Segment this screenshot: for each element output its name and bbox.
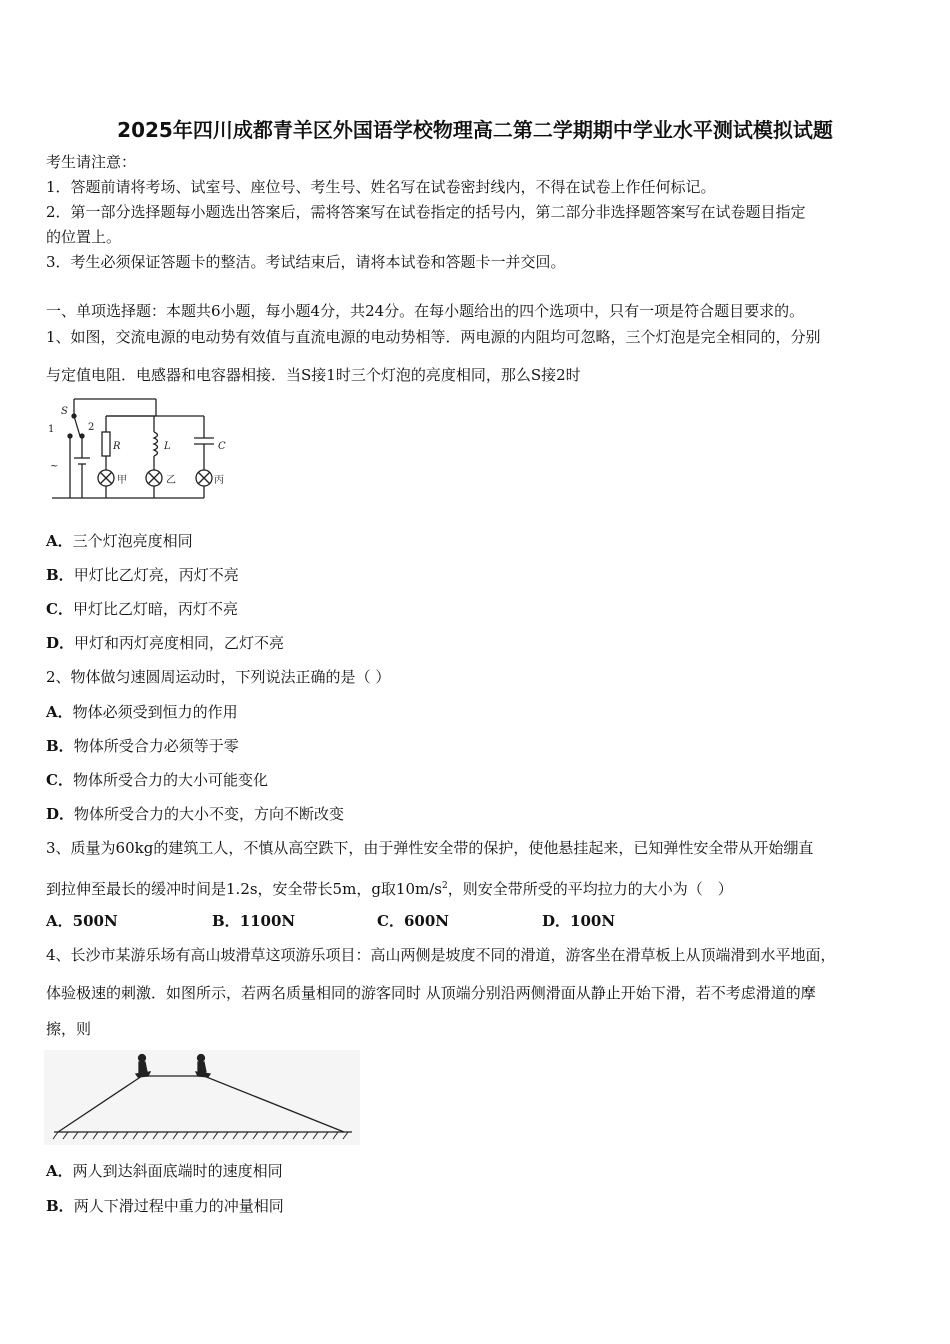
switch-label-1: 1 xyxy=(48,424,55,435)
q4-stem-line2: 体验极速的刺激．如图所示，若两名质量相同的游客同时 从顶端分别沿两侧滑面从静止开始下滑，若不考虑滑道的摩 xyxy=(46,984,816,1002)
q3-stem-line1: 3、质量为60kg的建筑工人，不慎从高空跌下，由于弹性安全带的保护，使他悬挂起来，已知弹性安全带从开始绷直 xyxy=(46,839,814,857)
q4-option-a: A．两人到达斜面底端时的速度相同 xyxy=(46,1162,283,1180)
q4-stem-line1: 4、长沙市某游乐场有高山坡滑草这项游乐项目：高山两侧是坡度不同的滑道，游客坐在滑草板上从顶端滑到水平地面， xyxy=(46,946,836,964)
lamp-label-yi: 乙 xyxy=(166,475,176,486)
q3-option-d: D．100N xyxy=(542,912,616,930)
ac-source-symbol: ~ xyxy=(50,461,59,472)
q3-stem-line2: 到拉伸至最长的缓冲时间是1.2s，安全带长5m，g取$10m/s^2$，则安全带所受的平均拉力的大小为（ ） xyxy=(46,880,733,898)
q2-option-b: B．物体所受合力必须等于零 xyxy=(46,737,239,755)
notice-item-2: 2．第一部分选择题每小题选出答案后，需将答案写在试卷指定的括号内，第二部分非选择题答案写在试卷题目指定 xyxy=(46,203,806,221)
q1-option-a: A．三个灯泡亮度相同 xyxy=(46,532,193,550)
switch-label-s: S xyxy=(61,406,68,417)
q1-option-d: D．甲灯和丙灯亮度相同，乙灯不亮 xyxy=(46,634,285,652)
capacitor-label: C xyxy=(218,441,226,452)
notice-item-1: 1．答题前请将考场、试室号、座位号、考生号、姓名写在试卷密封线内，不得在试卷上作任何标记。 xyxy=(46,178,716,196)
q4-option-b: B．两人下滑过程中重力的冲量相同 xyxy=(46,1197,284,1215)
lamp-label-jia: 甲 xyxy=(117,475,127,486)
q1-stem-line2: 与定值电阻．电感器和电容器相接．当S接1时三个灯泡的亮度相同，那么S接2时 xyxy=(46,366,581,384)
page-title: 2025年四川成都青羊区外国语学校物理高二第二学期期中学业水平测试模拟试题 xyxy=(117,118,833,142)
notice-item-2-cont: 的位置上。 xyxy=(46,228,122,246)
lamp-label-bing: 丙 xyxy=(214,475,224,486)
q1-circuit-diagram xyxy=(44,394,234,504)
switch-label-2: 2 xyxy=(88,422,95,433)
resistor-label: R xyxy=(113,441,121,452)
section-heading: 一、单项选择题：本题共6小题，每小题4分，共24分。在每小题给出的四个选项中，只有一项是符合题目要求的。 xyxy=(46,302,805,320)
q1-option-c: C．甲灯比乙灯暗，丙灯不亮 xyxy=(46,600,238,618)
q3-option-a: A．500N xyxy=(46,912,118,930)
q1-stem-line1: 1、如图，交流电源的电动势有效值与直流电源的电动势相等．两电源的内阻均可忽略，三个灯泡是完全相同的，分别 xyxy=(46,328,821,346)
q2-option-c: C．物体所受合力的大小可能变化 xyxy=(46,771,268,789)
q4-slope-diagram xyxy=(44,1050,360,1145)
q3-option-b: B．1100N xyxy=(212,912,296,930)
inductor-label: L xyxy=(164,441,171,452)
q2-stem: 2、物体做匀速圆周运动时，下列说法正确的是（ ） xyxy=(46,668,391,686)
q1-option-b: B．甲灯比乙灯亮，丙灯不亮 xyxy=(46,566,239,584)
q2-option-a: A．物体必须受到恒力的作用 xyxy=(46,703,238,721)
notice-item-3: 3．考生必须保证答题卡的整洁。考试结束后，请将本试卷和答题卡一并交回。 xyxy=(46,253,566,271)
q2-option-d: D．物体所受合力的大小不变，方向不断改变 xyxy=(46,805,345,823)
notice-heading: 考生请注意： xyxy=(46,153,137,171)
q4-stem-line3: 擦，则 xyxy=(46,1020,92,1038)
q3-option-c: C．600N xyxy=(377,912,449,930)
